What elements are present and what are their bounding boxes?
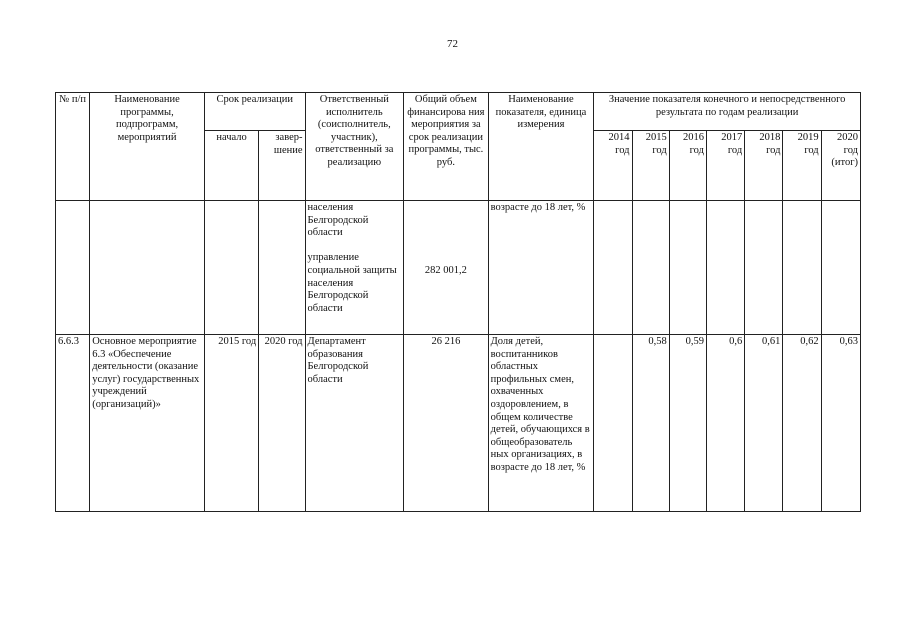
row-responsible-part-a: населения Белгородской области	[307, 202, 369, 239]
row-start	[204, 201, 258, 335]
row-num	[56, 201, 90, 335]
header-year-2020: 2020 год (итог)	[821, 131, 860, 201]
table-row	[56, 335, 861, 512]
row-end: 2020 год	[259, 335, 305, 512]
row-value-2018: 0,61	[745, 335, 783, 512]
header-funding: Общий объем финансирова ния мероприятия за срок реализации программы, тыс. руб.	[404, 93, 489, 201]
row-indicator: Доля детей, воспитанников областных профильных смен, охваченных оздоровлением, в общем количестве детей, обучающихся в общеобразователь ных организациях, в возрасте до 18 лет, %	[488, 335, 594, 512]
row-end	[259, 201, 305, 335]
header-year-2014: 2014 год	[594, 131, 632, 201]
row-responsible: Департамент образования Белгородской области	[305, 335, 404, 512]
header-year-2017: 2017 год	[706, 131, 744, 201]
row-responsible-part-b: управление социальной защиты населения Белгородской области	[307, 252, 397, 314]
row-name: Основное мероприятие 6.3 «Обеспечение деятельности (оказание услуг) государственных учреждений (организаций)»	[90, 335, 205, 512]
header-end: завер-шение	[259, 131, 305, 201]
table-row	[56, 201, 861, 335]
header-num: № п/п	[56, 93, 90, 201]
header-year-2016: 2016 год	[669, 131, 706, 201]
page-number: 72	[447, 38, 458, 50]
row-value-2016: 0,59	[669, 335, 706, 512]
header-indicator: Наименование показателя, единица измерения	[488, 93, 594, 201]
row-value-2019: 0,62	[783, 335, 821, 512]
row-name	[90, 201, 205, 335]
row-indicator: возрасте до 18 лет, %	[488, 201, 594, 335]
indicator-table	[55, 92, 861, 512]
row-value-2014	[594, 201, 632, 335]
row-responsible	[305, 201, 404, 335]
row-start: 2015 год	[204, 335, 258, 512]
row-value-2014	[594, 335, 632, 512]
row-funding: 26 216	[404, 335, 489, 512]
row-value-2019	[783, 201, 821, 335]
row-funding-value: 282 001,2	[424, 265, 467, 276]
header-name: Наименование программы, подпрограмм, мероприятий	[90, 93, 205, 201]
header-year-2015: 2015 год	[632, 131, 669, 201]
row-value-2017	[706, 201, 744, 335]
header-year-2019: 2019 год	[783, 131, 821, 201]
row-value-2020: 0,63	[821, 335, 860, 512]
header-row-1	[56, 93, 861, 131]
header-responsible: Ответственный исполнитель (соисполнитель, участник), ответственный за реализацию	[305, 93, 404, 201]
header-year-2018: 2018 год	[745, 131, 783, 201]
header-start: начало	[204, 131, 258, 201]
row-funding	[404, 201, 489, 335]
row-num: 6.6.3	[56, 335, 90, 512]
header-period: Срок реализации	[204, 93, 305, 131]
row-value-2020	[821, 201, 860, 335]
row-value-2017: 0,6	[706, 335, 744, 512]
header-values-group: Значение показателя конечного и непосредственного результата по годам реализации	[594, 93, 861, 131]
row-value-2015: 0,58	[632, 335, 669, 512]
row-value-2018	[745, 201, 783, 335]
row-value-2015	[632, 201, 669, 335]
row-value-2016	[669, 201, 706, 335]
